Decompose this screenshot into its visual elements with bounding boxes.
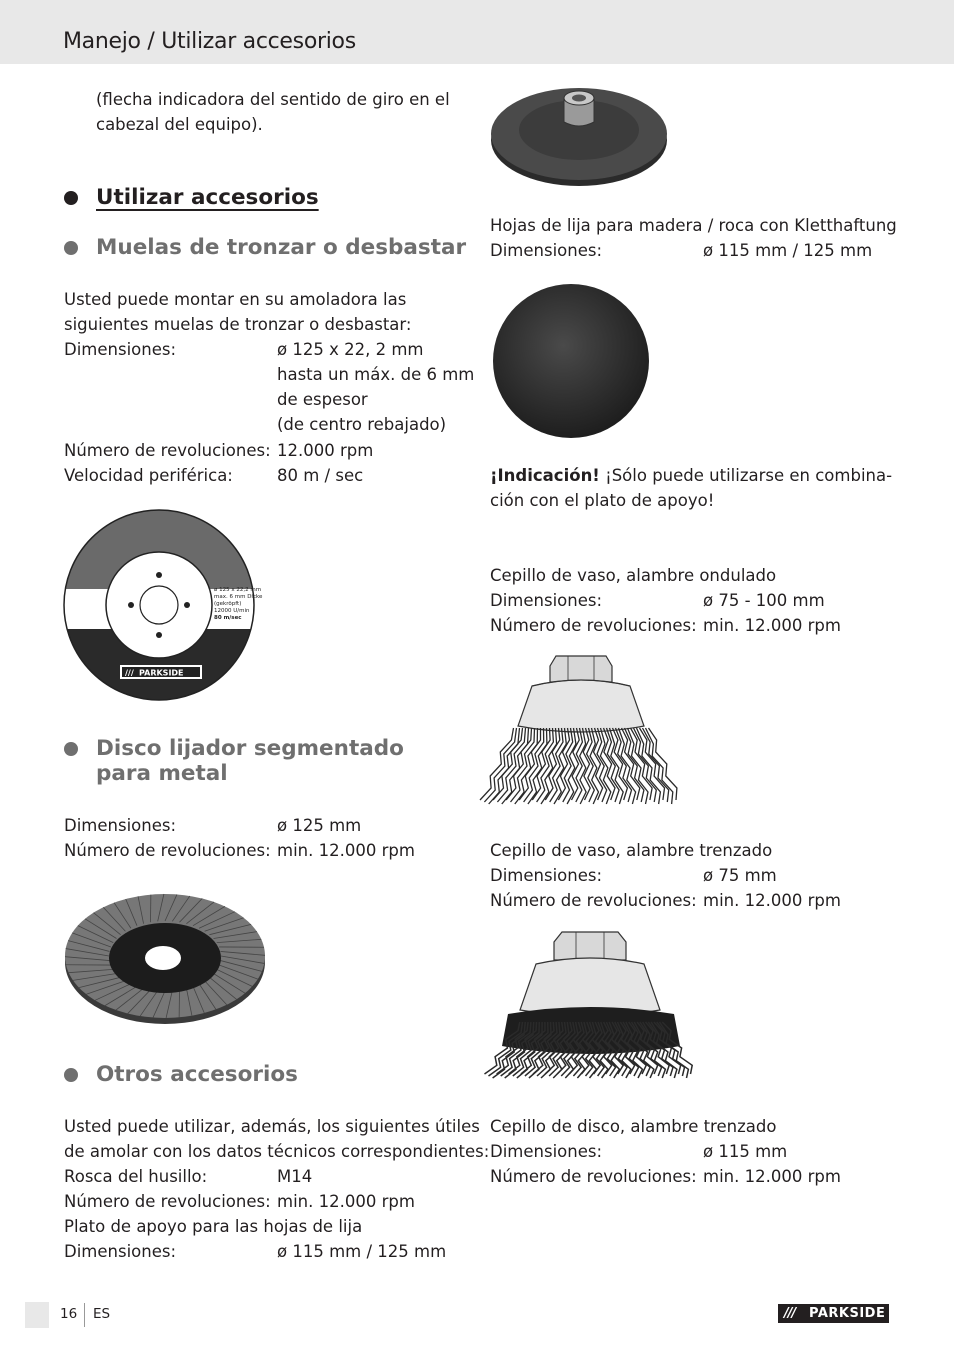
bullet-icon (64, 742, 78, 756)
bullet-icon (64, 1068, 78, 1082)
hojas-dim-label: Dimensiones: (490, 241, 603, 260)
backing-pad-image (488, 78, 672, 190)
ondulado-dim-value: ø 75 - 100 mm (703, 591, 825, 610)
disc-spec-3: (gekröpft) (214, 601, 242, 607)
page-header (0, 0, 954, 64)
heading-disco-lijador-1: Disco lijador segmentado (96, 736, 404, 761)
disc-spec-2: max. 6 mm Dicke (214, 594, 263, 600)
disco-rev-label: Número de revoluciones: (64, 841, 271, 860)
otros-rev-label: Número de revoluciones: (64, 1192, 271, 1211)
page-title: Manejo / Utilizar accesorios (63, 29, 356, 54)
note-line-2: ción con el plato de apoyo! (490, 491, 715, 510)
disc-brush-title: Cepillo de disco, alambre trenzado (490, 1117, 777, 1136)
otros-text-line-2: de amolar con los datos técnicos correspondientes: (64, 1142, 490, 1161)
rosca-value: M14 (277, 1167, 313, 1186)
bullet-icon (64, 241, 78, 255)
ondulado-rev-value: min. 12.000 rpm (703, 616, 841, 635)
trenzado-dim-label: Dimensiones: (490, 866, 603, 885)
trenzado-rev-value: min. 12.000 rpm (703, 891, 841, 910)
disc-spec-5: 80 m/sec (214, 615, 242, 621)
note-line-1 (490, 463, 892, 488)
rosca-label: Rosca del husillo: (64, 1167, 208, 1186)
ondulado-rev-label: Número de revoluciones: (490, 616, 697, 635)
muelas-rev-label: Número de revoluciones: (64, 441, 271, 460)
disc-spec-4: 12000 U/min (214, 608, 250, 614)
muelas-dim-value-3: de espesor (277, 390, 368, 409)
muelas-dim-value-1: ø 125 x 22, 2 mm (277, 340, 424, 359)
disco-rev-value: min. 12.000 rpm (277, 841, 415, 860)
svg-text:///: /// (125, 668, 134, 678)
trenzado-title: Cepillo de vaso, alambre trenzado (490, 841, 773, 860)
disc-brush-rev-label: Número de revoluciones: (490, 1167, 697, 1186)
heading-disco-lijador-2: para metal (96, 761, 228, 786)
muelas-dim-value-2: hasta un máx. de 6 mm (277, 365, 475, 384)
intro-line-2: cabezal del equipo). (96, 115, 263, 134)
disc-brand: PARKSIDE (139, 668, 184, 678)
hojas-text: Hojas de lija para madera / roca con Kletthaftung (490, 216, 897, 235)
flap-disc-image (62, 880, 268, 1030)
cup-brush-twisted-image (488, 930, 700, 1084)
plato-dim-value: ø 115 mm / 125 mm (277, 1242, 447, 1261)
footer-divider (84, 1303, 85, 1327)
page-number: 16 (60, 1306, 78, 1322)
hojas-dim-value: ø 115 mm / 125 mm (703, 241, 873, 260)
muelas-text-line-2: siguientes muelas de tronzar o desbastar: (64, 315, 412, 334)
footer-marker (25, 1302, 49, 1328)
otros-rev-value: min. 12.000 rpm (277, 1192, 415, 1211)
note-bold: ¡Indicación! (490, 466, 600, 485)
logo-word: PARKSIDE (809, 1306, 886, 1321)
note-rest: ¡Sólo puede utilizarse en combina- (599, 466, 893, 485)
language-code: ES (93, 1306, 111, 1322)
disco-dim-value: ø 125 mm (277, 816, 362, 835)
plato-text: Plato de apoyo para las hojas de lija (64, 1217, 363, 1236)
muelas-vel-value: 80 m / sec (277, 466, 364, 485)
trenzado-dim-value: ø 75 mm (703, 866, 777, 885)
cup-brush-crimped-image (488, 654, 688, 808)
ondulado-dim-label: Dimensiones: (490, 591, 603, 610)
trenzado-rev-label: Número de revoluciones: (490, 891, 697, 910)
heading-muelas: Muelas de tronzar o desbastar (96, 235, 467, 260)
sanding-sheet-image (490, 282, 652, 440)
muelas-dim-value-4: (de centro rebajado) (277, 415, 447, 434)
muelas-text-line-1: Usted puede montar en su amoladora las (64, 290, 407, 309)
intro-line-1: (flecha indicadora del sentido de giro en el (96, 90, 450, 109)
plato-dim-label: Dimensiones: (64, 1242, 177, 1261)
parkside-logo (778, 1304, 889, 1323)
disco-dim-label: Dimensiones: (64, 816, 177, 835)
disc-brush-dim-value: ø 115 mm (703, 1142, 788, 1161)
muelas-vel-label: Velocidad periférica: (64, 466, 233, 485)
muelas-dim-label: Dimensiones: (64, 340, 177, 359)
otros-text-line-1: Usted puede utilizar, además, los siguientes útiles (64, 1117, 480, 1136)
ondulado-title: Cepillo de vaso, alambre ondulado (490, 566, 777, 585)
muelas-rev-value: 12.000 rpm (277, 441, 374, 460)
disc-brush-dim-label: Dimensiones: (490, 1142, 603, 1161)
bullet-icon (64, 191, 78, 205)
disc-brush-rev-value: min. 12.000 rpm (703, 1167, 841, 1186)
heading-utilizar-accesorios: Utilizar accesorios (96, 185, 319, 210)
cutting-disc-image (62, 507, 263, 703)
logo-slashes: /// (784, 1306, 796, 1321)
heading-otros: Otros accesorios (96, 1062, 298, 1087)
disc-spec-1: ø 125 x 22,2 mm (214, 587, 262, 593)
